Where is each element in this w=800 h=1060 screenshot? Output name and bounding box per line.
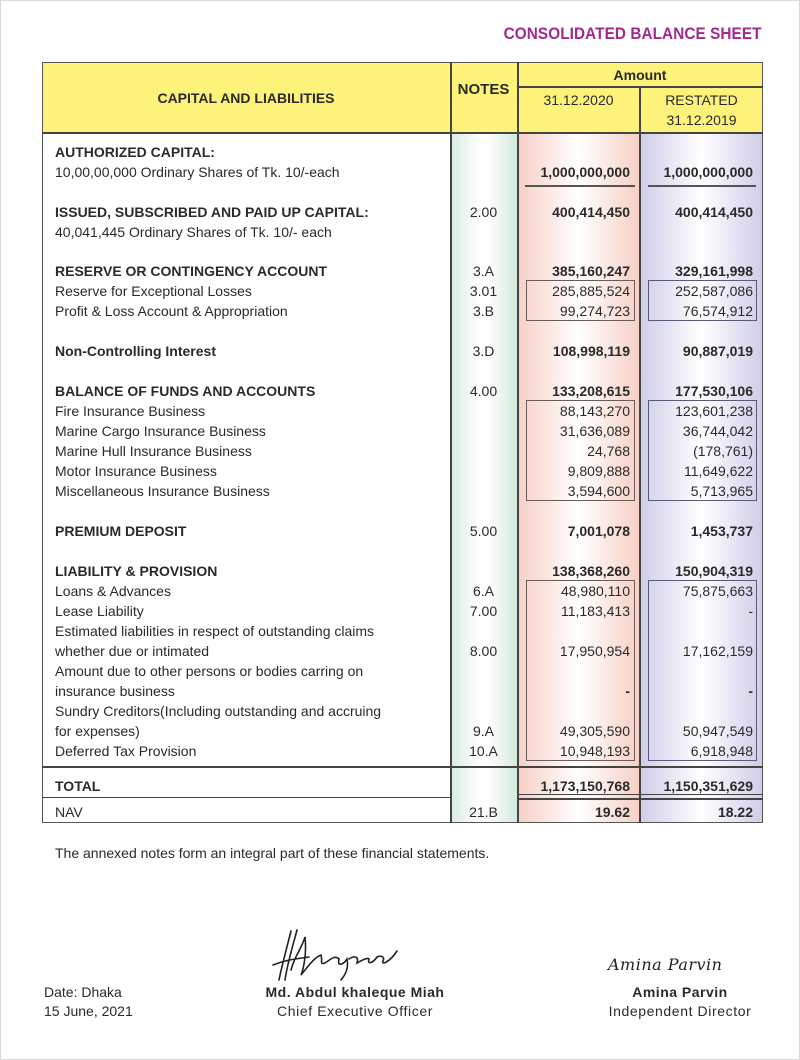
total-double-line-2: [517, 798, 763, 800]
note-ref: 3.B: [472, 303, 494, 319]
note-ref: 3.01: [469, 283, 498, 299]
row-label: Non-Controlling Interest: [55, 343, 216, 359]
row-marine-hull: [42, 441, 763, 461]
value-2020: 7,001,078: [567, 523, 630, 539]
value-2019: 329,161,998: [675, 263, 753, 279]
value-2019: 75,875,663: [682, 583, 753, 599]
row-label: Lease Liability: [55, 603, 144, 619]
note-ref: 5.00: [469, 523, 498, 539]
row-label: RESERVE OR CONTINGENCY ACCOUNT: [55, 263, 327, 279]
value-2019: 123,601,238: [675, 403, 753, 419]
row-marine-cargo: [42, 421, 763, 441]
value-2020: 400,414,450: [552, 204, 630, 220]
row-label: NAV: [55, 804, 83, 820]
value-2020: 31,636,089: [559, 423, 630, 439]
value-2019: -: [748, 603, 753, 619]
row-misc-insurance: [42, 481, 763, 501]
row-label: Loans & Advances: [55, 583, 171, 599]
row-label: Motor Insurance Business: [55, 463, 217, 479]
row-label: Amount due to other persons or bodies carring on: [55, 663, 364, 679]
row-issued-capital-detail: [42, 222, 763, 242]
row-balance-of-funds: [42, 381, 763, 401]
value-2020: 24,768: [587, 443, 630, 459]
header-capital-liabilities: CAPITAL AND LIABILITIES: [157, 90, 335, 106]
ceo-signature: [265, 925, 415, 985]
value-2020: 285,885,524: [552, 283, 630, 299]
value-2019: 90,887,019: [682, 343, 753, 359]
value-2020: 49,305,590: [559, 723, 630, 739]
ceo-signatory: [230, 983, 480, 1021]
value-2020: 99,274,723: [559, 303, 630, 319]
date-block: [44, 983, 133, 1021]
note-ref: 3.D: [472, 343, 495, 359]
row-issued-capital: [42, 202, 763, 222]
row-premium-deposit: [42, 521, 763, 541]
note-ref: 3.A: [472, 263, 494, 279]
row-non-controlling-interest: [42, 341, 763, 361]
row-sundry-creditors-line1: [42, 701, 763, 721]
value-2020: -: [625, 683, 630, 699]
row-liability-provision: [42, 561, 763, 581]
row-authorized-capital-detail: [42, 162, 763, 182]
row-label: LIABILITY & PROVISION: [55, 563, 218, 579]
auth-cap-underline-2019: [648, 185, 756, 187]
row-loans-advances: [42, 581, 763, 601]
value-2019: 6,918,948: [690, 743, 753, 759]
row-label: 40,041,445 Ordinary Shares of Tk. 10/- each: [55, 224, 332, 240]
nav-divider: [42, 797, 450, 798]
value-2019: 18.22: [717, 804, 753, 820]
value-2019: 1,453,737: [690, 523, 753, 539]
row-estimated-liabilities-line1: [42, 621, 763, 641]
row-label: Marine Cargo Insurance Business: [55, 423, 266, 439]
value-2019: 11,649,622: [683, 463, 753, 479]
row-label: insurance business: [55, 683, 175, 699]
note-ref: 21.B: [469, 804, 498, 820]
row-label: Marine Hull Insurance Business: [55, 443, 252, 459]
signatory-title: Independent Director: [608, 1003, 752, 1019]
date-value: 15 June, 2021: [44, 1003, 133, 1019]
note-ref: 7.00: [469, 603, 498, 619]
signatory-name: Amina Parvin: [632, 984, 728, 1000]
signatory-title: Chief Executive Officer: [277, 1003, 433, 1019]
row-authorized-capital: [42, 142, 763, 162]
value-2019: 50,947,549: [682, 723, 753, 739]
note-ref: 8.00: [469, 643, 498, 659]
header-2019-restated: RESTATED: [665, 92, 738, 108]
note-ref: 9.A: [472, 723, 494, 739]
row-label: for expenses): [55, 723, 140, 739]
row-label: TOTAL: [55, 778, 101, 794]
row-nav: [42, 802, 763, 822]
row-label: 10,00,00,000 Ordinary Shares of Tk. 10/-each: [55, 164, 340, 180]
row-label: Sundry Creditors(Including outstanding and accruing: [55, 703, 382, 719]
row-label: BALANCE OF FUNDS AND ACCOUNTS: [55, 383, 316, 399]
value-2020: 3,594,600: [567, 483, 630, 499]
value-2019: -: [748, 683, 753, 699]
row-profit-loss: [42, 301, 763, 321]
value-2020: 10,948,193: [559, 743, 630, 759]
row-total: [42, 776, 763, 796]
value-2019: 17,162,159: [682, 643, 753, 659]
date-place: Date: Dhaka: [44, 984, 122, 1000]
director-signatory: [590, 983, 770, 1021]
value-2020: 1,000,000,000: [540, 164, 630, 180]
row-label: Profit & Loss Account & Appropriation: [55, 303, 288, 319]
row-fire-insurance: [42, 401, 763, 421]
row-sundry-creditors: [42, 721, 763, 741]
total-top-divider: [42, 766, 763, 768]
row-motor-insurance: [42, 461, 763, 481]
value-2019: 76,574,912: [682, 303, 753, 319]
row-label: Estimated liabilities in respect of outstanding claims: [55, 623, 375, 639]
balance-sheet-table: [42, 62, 763, 823]
value-2020: 88,143,270: [559, 403, 630, 419]
header-2019-date: 31.12.2019: [666, 112, 737, 128]
note-ref: 4.00: [469, 383, 498, 399]
note-ref: 2.00: [469, 204, 498, 220]
value-2019: 1,150,351,629: [663, 778, 753, 794]
value-2020: 138,368,260: [552, 563, 630, 579]
row-reserve: [42, 261, 763, 281]
value-2020: 48,980,110: [560, 583, 630, 599]
signatory-name: Md. Abdul khaleque Miah: [265, 984, 445, 1000]
value-2020: 1,173,150,768: [540, 778, 630, 794]
value-2019: 177,530,106: [675, 383, 753, 399]
row-estimated-liabilities: [42, 641, 763, 661]
note-ref: 6.A: [472, 583, 494, 599]
row-label: Deferred Tax Provision: [55, 743, 197, 759]
value-2019: 252,587,086: [675, 283, 753, 299]
value-2019: 1,000,000,000: [663, 164, 753, 180]
row-deferred-tax: [42, 741, 763, 761]
note-ref: 10.A: [469, 743, 498, 759]
header-notes: NOTES: [457, 81, 510, 98]
auth-cap-underline-2020: [525, 185, 635, 187]
footnote: The annexed notes form an integral part of these financial statements.: [55, 845, 490, 861]
header-2020: 31.12.2020: [543, 92, 614, 108]
value-2019: 36,744,042: [682, 423, 753, 439]
row-label: AUTHORIZED CAPITAL:: [55, 144, 215, 160]
value-2020: 108,998,119: [552, 343, 630, 359]
value-2020: 133,208,615: [552, 383, 630, 399]
value-2020: 19.62: [594, 804, 630, 820]
row-amount-due: [42, 681, 763, 701]
row-label: ISSUED, SUBSCRIBED AND PAID UP CAPITAL:: [55, 204, 369, 220]
value-2019: 150,904,319: [675, 563, 753, 579]
row-label: Reserve for Exceptional Losses: [55, 283, 252, 299]
value-2019: 400,414,450: [675, 204, 753, 220]
value-2019: (178,761): [693, 443, 753, 459]
row-label: Fire Insurance Business: [55, 403, 206, 419]
director-signature: Amina Parvin: [608, 955, 723, 974]
value-2020: 11,183,413: [560, 603, 630, 619]
row-label: Miscellaneous Insurance Business: [55, 483, 270, 499]
value-2019: 5,713,965: [690, 483, 753, 499]
row-reserve-exceptional: [42, 281, 763, 301]
row-label: whether due or intimated: [55, 643, 210, 659]
row-amount-due-line1: [42, 661, 763, 681]
row-lease-liability: [42, 601, 763, 621]
document-title: CONSOLIDATED BALANCE SHEET: [504, 24, 762, 43]
row-label: PREMIUM DEPOSIT: [55, 523, 187, 539]
value-2020: 9,809,888: [567, 463, 630, 479]
header-divider: [42, 132, 763, 134]
value-2020: 385,160,247: [552, 263, 630, 279]
value-2020: 17,950,954: [559, 643, 630, 659]
header-amount: Amount: [613, 67, 667, 83]
